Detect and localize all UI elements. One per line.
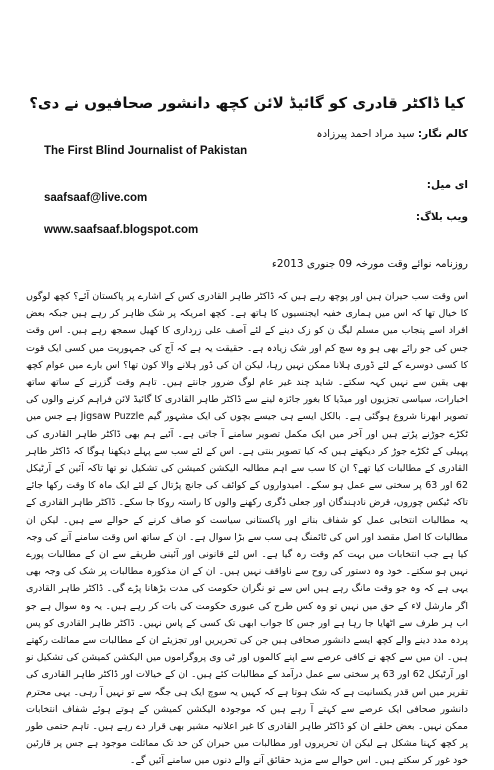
- publication-date: روزنامہ نوائے وقت مورخہ 09 جنوری 2013ء: [271, 258, 468, 270]
- blog-separator: :: [415, 211, 421, 223]
- article-body: [26, 288, 468, 770]
- email-label: ای میل:: [426, 179, 468, 191]
- tagline: The First Blind Journalist of Pakistan: [44, 145, 248, 157]
- article-title: کیا ڈاکٹر قادری کو گائیڈ لائن کچھ دانشور صحافیوں نے دی؟: [29, 94, 465, 112]
- email-row: [26, 178, 468, 192]
- author-label: کالم نگار:: [417, 128, 468, 140]
- email-address[interactable]: saafsaaf@live.com: [44, 192, 148, 204]
- byline: [26, 126, 468, 142]
- author-name: سید مراد احمد پیرزادہ: [316, 128, 415, 140]
- article-paragraph: اس وقت سب حیران ہیں اور پوچھ رہے ہیں کہ ڈاکٹر طاہر القادری کس کے اشارے پر پاکستان آئے؟ کچھ لوگوں کا خیال تھا کہ اس میں ہماری خفیہ ایجنسیوں کا ہاتھ ہے۔ کچھ امریکہ پر شک ظاہر کر رہے ہیں جبکہ بعض افراد اسے پنجاب میں مسلم لیگ ن کو زک دینے کے لئے آصف علی زرداری کا کھیل سمجھ رہے ہیں۔ اس وقت جس کی جو رائے بھی ہو وہ سچ کم اور شک زیادہ ہے۔ حقیقت یہ ہے کہ آج کی جمہوریت میں کسی ایک قوت کا کسی دوسرے کے لئے ڈوری ہلانا ممکن نہیں رہا، لیکن ان کی ڈور ہلانے والا کون تھا؟ اس بارے میں عوام کچھ بھی یقین سے نہیں کہہ سکتے۔ شاید چند غیر عام لوگ ضرور جانتے ہیں۔ تاہم وقت گزرنے کے ساتھ ساتھ اخبارات، سیاسی تجزیوں اور میڈیا کا بغور جائزہ لینے سے ڈاکٹر طاہر القادری کا گائیڈ لائن فراہم کرنے والوں کی تصویر ابھرنا شروع ہوگئی ہے۔ بالکل ایسے ہی جیسے بچوں کی ایک مشہور گیم Jigsaw Puzzle ہے جس میں ٹکڑے جوڑنے پڑتے ہیں اور آخر میں ایک مکمل تصویر سامنے آ جاتی ہے۔ آئیے ہم بھی ڈاکٹر طاہر القادری کی پہیلی کے ٹکڑے جوڑ کر دیکھتے ہیں کہ کیا تصویر بنتی ہے۔ اس کے لئے سب سے پہلے دیکھنا ہوگا کہ ڈاکٹر طاہر القادری کے مطالبات کیا تھے؟ ان کا سب سے اہم مطالبہ الیکشن کمیشن کی تشکیل نو تھا تاکہ آئین کے آرٹیکل 62 اور 63 پر سختی سے عمل ہو سکے۔ امیدواروں کے کوائف کی جانچ پڑتال کے لئے ایک ماہ کا وقت رکھا جائے تاکہ ٹیکس چوروں، قرض نادہندگان اور جعلی ڈگری رکھنے والوں کا راستہ روکا جا سکے۔ ڈاکٹر طاہر القادری کے یہ مطالبات انتخابی عمل کو شفاف بنانے اور پاکستانی سیاست کو صاف کرنے کے حوالے سے ہیں۔ لیکن ان مطالبات کا اصل مقصد اور اس کی ٹائمنگ ہی سب سے بڑا سوال ہے۔ ان کے ساتھ اس وقت سامنے آنے کی وجہ کیا ہے جب انتخابات میں بہت کم وقت رہ گیا ہے۔ اس لئے قانونی اور آئینی طریقے سے ان کے مطالبات پورے نہیں ہو سکتے۔ خود وہ دستور کی روح سے ناواقف نہیں ہیں۔ ان کے ان مذکورہ مطالبات پر شک کی وجہ بھی یہی ہے کہ وہ جو وقت مانگ رہے ہیں اس سے تو نگران حکومت کی مدت بڑھانا پڑے گی۔ ڈاکٹر طاہر القادری اگر مارشل لاء کے حق میں نہیں تو وہ کس طرح کی عبوری حکومت کی بات کر رہے ہیں۔ یہ وہ سوال ہے جو اب ہر طرف سے اٹھایا جا رہا ہے اور جس کا جواب ابھی تک کسی کے پاس نہیں۔ ڈاکٹر طاہر القادری کو پس پردہ مدد دینے والے کچھ ایسے دانشور صحافی ہیں جن کی تحریریں اور تجزیئے ان کے مطالبات سے مماثلت رکھتے ہیں۔ ان میں سے کچھ نے کافی عرصے سے اپنے کالموں اور ٹی وی پروگراموں میں الیکشن کمیشن کی تشکیل نو اور آرٹیکل 62 اور 63 پر سختی سے عمل درآمد کے مطالبات کئے ہیں۔ ان کے خیالات اور ڈاکٹر طاہر القادری کی تقریر میں اس قدر یکسانیت ہے کہ شک ہوتا ہے کہ کہیں یہ سوچ ایک ہی جگہ سے تو نہیں آ رہی۔ یہی محترم دانشور صحافی ایک عرصے سے کہتے آ رہے ہیں کہ موجودہ الیکشن کمیشن کے ہوتے ہوئے شفاف انتخابات ممکن نہیں۔ بعض حلقے ان کو ڈاکٹر طاہر القادری کا غیر اعلانیہ مشیر بھی قرار دے رہے ہیں۔ تاہم حتمی طور پر کچھ کہنا مشکل ہے لیکن ان تحریروں اور مطالبات میں حیران کن حد تک مماثلت موجود ہے جس پر قارئین خود غور کر سکتے ہیں۔ اس حوالے سے مزید حقائق آنے والے دنوں میں سامنے آئیں گے۔: [26, 291, 469, 767]
- blog-url[interactable]: www.saafsaaf.blogspot.com: [44, 224, 199, 236]
- blog-row: [26, 210, 468, 224]
- blog-label: ویب بلاگ: [420, 211, 468, 223]
